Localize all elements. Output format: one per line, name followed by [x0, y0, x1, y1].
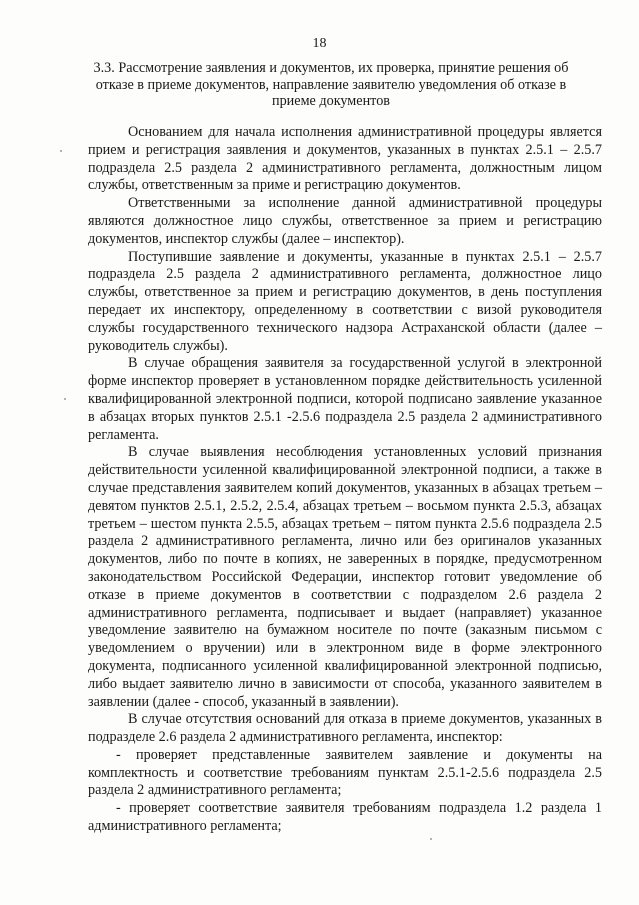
- scan-speck: [64, 398, 66, 400]
- scan-speck: [60, 150, 62, 152]
- paragraph-electronic-form: В случае обращения заявителя за государственной услугой в электронной форме инспектор проверяет в установленном порядке действительность усиленной квалифицированной электронной подписи, которой подписано заявление указанное в абзацах вторых пунктов 2.5.1 -2.5.6 подраздела 2.5 раздела 2 административного регламента.: [88, 355, 602, 443]
- scan-speck: [430, 838, 432, 840]
- paragraph-refusal-conditions: В случае выявления несоблюдения установленных условий признания действительности усиленной квалифицированной электронной подписи, а также в случае представления заявителем копий документов, указанных в абзацах третьем – девятом пунктов 2.5.1, 2.5.2, 2.5.4, абзацах третьем – восьмом пункта 2.5.3, абзацах третьем – шестом пункта 2.5.5, абзацах третьем – пятом пункта 2.5.6 подраздела 2.5 раздела 2 административного регламента, лично или без оригиналов указанных документов, либо по почте в копиях, не заверенных в порядке, предусмотренном законодательством Российской Федерации, инспектор готовит уведомление об отказе в приеме документов в соответствии с подразделом 2.6 раздела 2 административного регламента, подписывает и выдает (направляет) указанное уведомление заявителю на бумажном носителе по почте (заказным письмом с уведомлением о вручении) или в электронном виде в форме электронного документа, подписанного усиленной квалифицированной электронной подписью, либо выдает заявителю лично в зависимости от способа, указанного заявителем в заявлении (далее - способ, указанный в заявлении).: [88, 444, 602, 710]
- document-body: [88, 124, 602, 836]
- paragraph-basis: Основанием для начала исполнения административной процедуры является прием и регистрация заявления и документов, указанных в пунктах 2.5.1 – 2.5.7 подраздела 2.5 раздела 2 административного регламента, должностным лицом службы, ответственным за приме и регистрацию документов.: [88, 124, 602, 194]
- paragraph-received-documents: Поступившие заявление и документы, указанные в пунктах 2.5.1 – 2.5.7 подраздела 2.5 раздела 2 административного регламента, должностное лицо службы, ответственное за прием и регистрацию документов, в день поступления передает их инспектору, определенному в соответствии с визой руководителя службы государственного технического надзора Астраханской области (далее – руководитель службы).: [88, 248, 602, 354]
- list-item-applicant-check: - проверяет соответствие заявителя требованиям подраздела 1.2 раздела 1 административного регламента;: [88, 800, 602, 835]
- list-item-completeness-check: - проверяет представленные заявителем заявление и документы на комплектность и соответствие требованиям пунктам 2.5.1-2.5.6 подраздела 2.5 раздела 2 административного регламента;: [88, 746, 602, 799]
- paragraph-no-refusal-grounds: В случае отсутствия оснований для отказа в приеме документов, указанных в подразделе 2.6 раздела 2 административного регламента, инспектор:: [88, 711, 602, 746]
- page-number: 18: [312, 36, 327, 51]
- paragraph-responsible: Ответственными за исполнение данной административной процедуры являются должностное лицо службы, ответственное за прием и регистрацию документов, инспектор службы (далее – инспектор).: [88, 195, 602, 247]
- section-heading: 3.3. Рассмотрение заявления и документов, их проверка, принятие решения об отказе в приеме документов, направление заявителю уведомления об отказе в приеме документов: [93, 60, 569, 109]
